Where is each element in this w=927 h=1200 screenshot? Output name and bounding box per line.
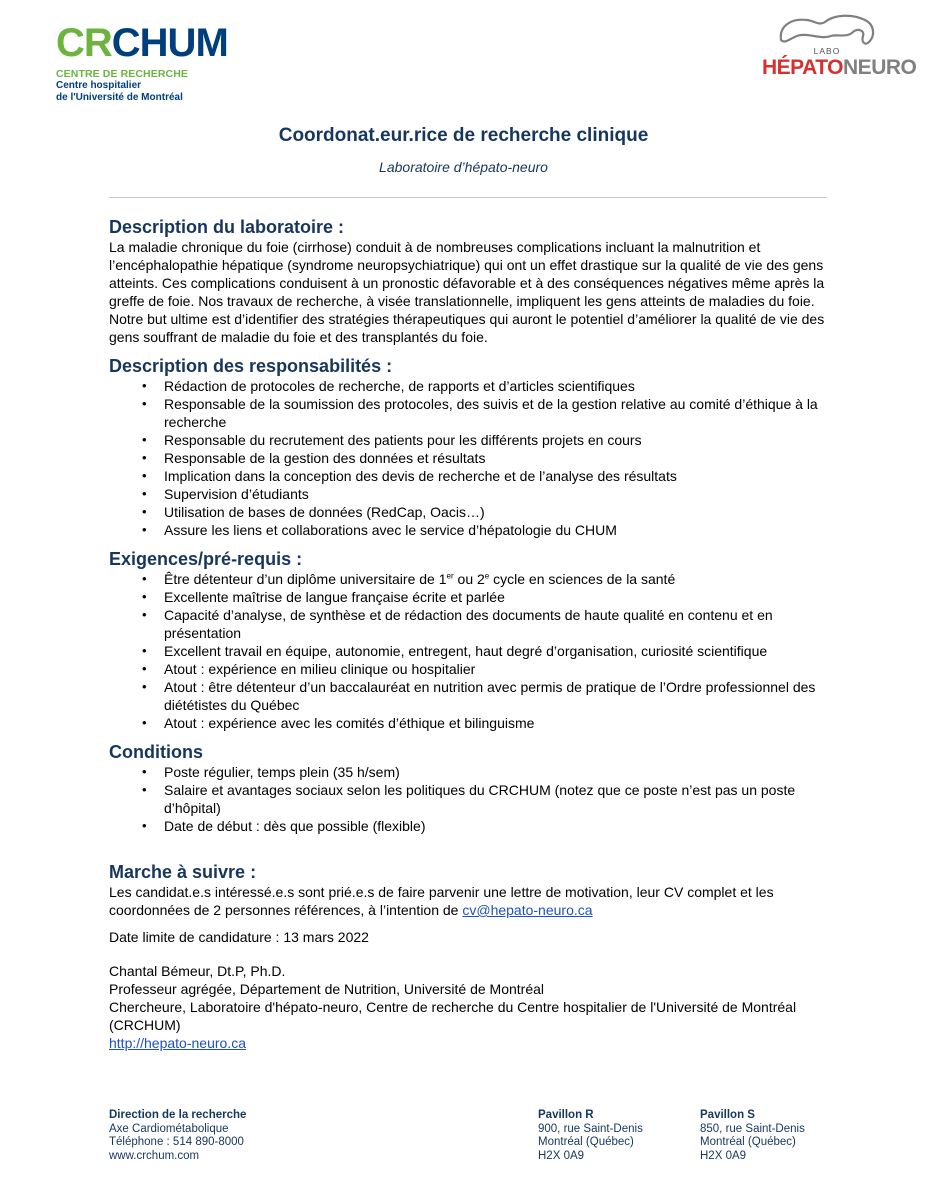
signature-affiliation: Chercheure, Laboratoire d'hépato-neuro, Centre de recherche du Centre hospitalier de l'Université de Montréal (CRCHUM) — [109, 999, 797, 1033]
list-item: • Utilisation de bases de données (RedCap, Oacis…) — [109, 503, 834, 521]
list-item: • Atout : être détenteur d’un baccalauréat en nutrition avec permis de pratique de l’Ordre professionnel des diététistes du Québec — [109, 678, 834, 714]
list-item: • Implication dans la conception des devis de recherche et de l’analyse des résultats — [109, 467, 834, 485]
footer-pavillon-r: Pavillon R 900, rue Saint-Denis Montréal (Québec) H2X 0A9 — [538, 1109, 643, 1162]
section-heading-apply: Marche à suivre : — [109, 862, 257, 882]
crchum-wordmark: CRCHUM — [56, 21, 228, 65]
section-heading-requirements: Exigences/pré-requis : — [109, 549, 303, 569]
conditions-list — [109, 763, 834, 835]
list-item: • Excellente maîtrise de langue française écrite et parlée — [109, 588, 834, 606]
footer-website: www.crchum.com — [109, 1149, 200, 1162]
signature-name: Chantal Bémeur, Dt.P, Ph.D. — [109, 963, 286, 979]
document-body — [109, 216, 834, 1052]
list-item: • Assure les liens et collaborations avec le service d’hépatologie du CHUM — [109, 521, 834, 539]
footer-research-direction: Direction de la recherche Axe Cardiométabolique Téléphone : 514 890-8000 www.crchum.com — [109, 1109, 247, 1162]
email-link[interactable]: cv@hepato-neuro.ca — [462, 902, 593, 918]
labo-hepato-neuro-logo — [762, 12, 917, 80]
deadline: Date limite de candidature : 13 mars 2022 — [109, 929, 369, 945]
list-item: • Capacité d’analyse, de synthèse et de rédaction des documents de haute qualité en contenu et en présentation — [109, 606, 834, 642]
title-divider — [109, 197, 827, 198]
page-subtitle: Laboratoire d’hépato-neuro — [379, 159, 548, 175]
signature-block — [109, 962, 834, 1052]
list-item: • Date de début : dès que possible (flexible) — [109, 817, 834, 835]
responsibilities-list — [109, 377, 834, 539]
crchum-sub-line-1: Centre hospitalier — [56, 80, 142, 91]
section-heading-conditions: Conditions — [109, 742, 203, 762]
lab-description: La maladie chronique du foie (cirrhose) conduit à de nombreuses complications incluant la malnutrition et l’encéphalopathie hépatique (syndrome neuropsychiatrique) qui ont un effet drastique sur la qualité de vie des gens atteints. Ces complications conduisent à un pronostic défavorable et à des conséquences négatives même après la greffe de foie. Nos travaux de recherche, à visée translationnelle, impliquent les gens atteints de maladies du foie. Notre but ultime est d’identifier des stratégies thérapeutiques qui auront le potentiel d’améliorer la qualité de vie des gens souffrant de maladie du foie et des transplantés du foie. — [109, 239, 825, 345]
liver-brain-icon — [777, 12, 877, 48]
page-title: Coordonat.eur.rice de recherche clinique — [278, 125, 649, 146]
crchum-sub-line-2: de l'Université de Montréal — [56, 92, 183, 103]
list-item: • Atout : expérience en milieu clinique ou hospitalier — [109, 660, 834, 678]
section-heading-responsibilities: Description des responsabilités : — [109, 356, 393, 376]
list-item: • Excellent travail en équipe, autonomie, entregent, haut degré d’organisation, curiosité scientifique — [109, 642, 834, 660]
website-link[interactable]: http://hepato-neuro.ca — [109, 1035, 246, 1051]
requirements-list — [109, 570, 834, 732]
section-heading-lab: Description du laboratoire : — [109, 217, 345, 237]
list-item: • Responsable du recrutement des patients pour les différents projets en cours — [109, 431, 834, 449]
footer-pavillon-s: Pavillon S 850, rue Saint-Denis Montréal (Québec) H2X 0A9 — [700, 1109, 805, 1162]
signature-title: Professeur agrégée, Département de Nutrition, Université de Montréal — [109, 981, 544, 997]
list-item: • Poste régulier, temps plein (35 h/sem) — [109, 763, 834, 781]
list-item: • Atout : expérience avec les comités d’éthique et bilinguisme — [109, 714, 834, 732]
labo-label: LABO — [813, 46, 841, 56]
labo-wordmark: HÉPATONEURO — [762, 56, 917, 79]
list-item: • Responsable de la gestion des données et résultats — [109, 449, 834, 467]
crchum-logo — [56, 21, 231, 104]
list-item: • Être détenteur d’un diplôme universitaire de 1er ou 2e cycle en sciences de la santé — [109, 570, 834, 588]
apply-instructions: Les candidat.e.s intéressé.e.s sont prié.e.s de faire parvenir une lettre de motivation, leur CV complet et les coordonnées de 2 personnes références, à l’intention de cv@hepato-neuro.ca — [109, 884, 774, 918]
list-item: • Supervision d’étudiants — [109, 485, 834, 503]
list-item: • Rédaction de protocoles de recherche, de rapports et d’articles scientifiques — [109, 377, 834, 395]
list-item: • Salaire et avantages sociaux selon les politiques du CRCHUM (notez que ce poste n’est pas un poste d’hôpital) — [109, 781, 834, 817]
crchum-tagline: CENTRE DE RECHERCHE — [56, 68, 188, 80]
list-item: • Responsable de la soumission des protocoles, des suivis et de la gestion relative au comité d’éthique à la recherche — [109, 395, 834, 431]
